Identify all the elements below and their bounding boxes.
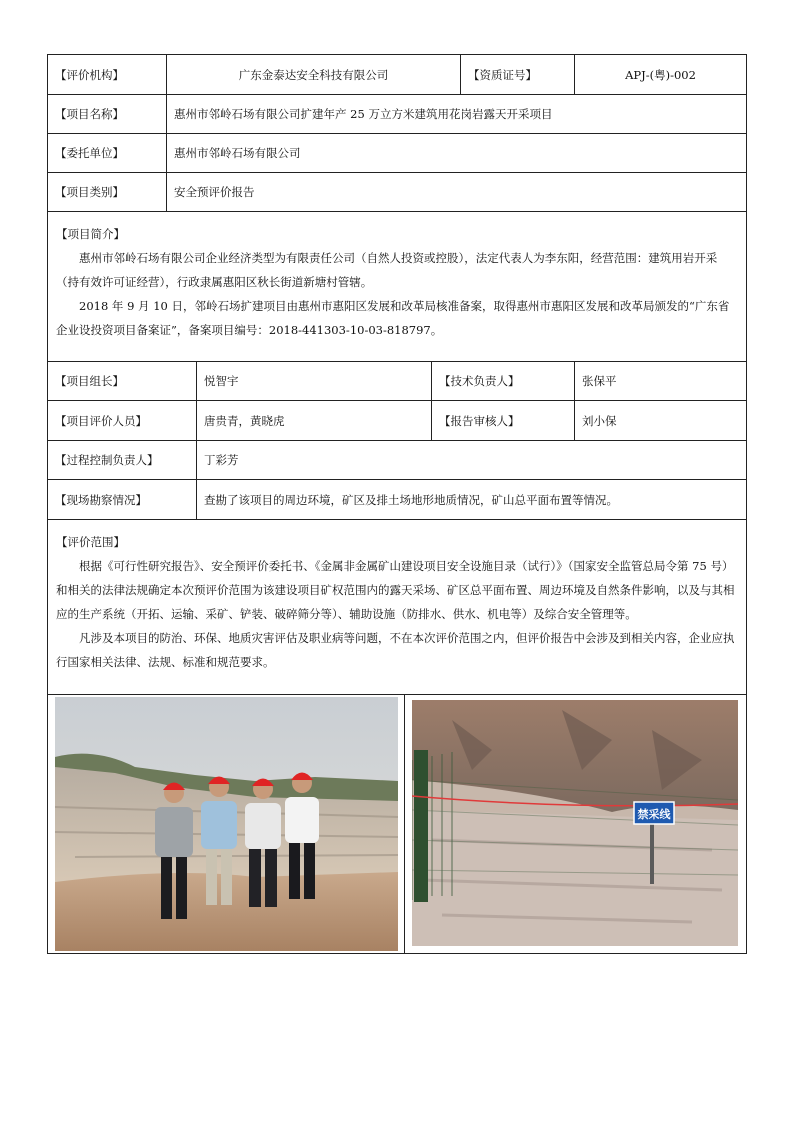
leader-label: 【项目组长】 [48, 362, 197, 400]
intro-paragraph-2: 2018 年 9 月 10 日，邻岭石场扩建项目由惠州市惠阳区发展和改革局核准备案，取得惠州市惠阳区发展和改革局颁发的“广东省企业设投资项目备案证”，备案项目编号：2018-441303-10-03-818797。 [56, 299, 730, 337]
reviewer-value: 刘小保 [582, 413, 617, 428]
boundary-sign-photo [412, 700, 738, 946]
row-leader [48, 362, 746, 401]
site-team-photo [55, 697, 398, 951]
row-project-name [48, 95, 746, 134]
row-process [48, 441, 746, 480]
row-type [48, 173, 746, 212]
evaluators-value: 唐贵青，黄晓虎 [197, 401, 432, 440]
row-photos [48, 695, 746, 953]
tech-value: 张保平 [582, 374, 617, 388]
row-evaluators [48, 401, 746, 441]
row-org [48, 55, 746, 95]
survey-value: 查勘了该项目的周边环境，矿区及排土场地形地质情况，矿山总平面布置等情况。 [204, 492, 618, 507]
reviewer-label: 【报告审核人】 [432, 401, 575, 440]
type-label: 【项目类别】 [48, 173, 167, 211]
row-survey [48, 480, 746, 520]
process-label: 【过程控制负责人】 [48, 441, 197, 479]
intro-paragraph-1: 惠州市邻岭石场有限公司企业经济类型为有限责任公司（自然人投资或控股），法定代表人为李东阳，经营范围：建筑用岩开采（持有效许可证经营），行政隶属惠阳区秋长街道新塘村管辖。 [56, 251, 718, 289]
evaluators-label: 【项目评价人员】 [48, 401, 197, 440]
cert-label: 【资质证号】 [461, 55, 575, 94]
scope-paragraph-2: 凡涉及本项目的防治、环保、地质灾害评估及职业病等问题，不在本次评价范围之内，但评价报告中会涉及到相关内容，企业应执行国家相关法律、法规、标准和规范要求。 [56, 631, 735, 669]
intro-title: 【项目简介】 [56, 227, 125, 241]
process-value: 丁彩芳 [204, 453, 239, 467]
scope-section [48, 520, 746, 694]
tech-label: 【技术负责人】 [432, 362, 575, 400]
project-name-value: 惠州市邻岭石场有限公司扩建年产 25 万立方米建筑用花岗岩露天开采项目 [174, 107, 553, 121]
row-intro [48, 212, 746, 362]
leader-value: 悦智宇 [197, 362, 432, 400]
row-client [48, 134, 746, 173]
org-label: 【评价机构】 [48, 55, 167, 94]
row-scope [48, 520, 746, 695]
cert-value: APJ-(粤)-002 [625, 67, 696, 82]
fence-post [414, 750, 428, 902]
intro-section [48, 212, 746, 361]
project-name-label: 【项目名称】 [48, 95, 167, 133]
client-value: 惠州市邻岭石场有限公司 [174, 146, 301, 160]
boundary-sign-text: 禁采线 [637, 808, 671, 821]
survey-label: 【现场勘察情况】 [48, 480, 197, 519]
client-label: 【委托单位】 [48, 134, 167, 172]
site-team-photo-cell [48, 695, 405, 953]
type-value: 安全预评价报告 [174, 185, 255, 199]
scope-title: 【评价范围】 [56, 535, 125, 549]
boundary-sign-photo-cell [405, 695, 746, 953]
org-value: 广东金泰达安全科技有限公司 [167, 55, 461, 94]
report-sheet [47, 54, 747, 954]
scope-paragraph-1: 根据《可行性研究报告》、安全预评价委托书、《金属非金属矿山建设项目安全设施目录（试行）》（国家安全监管总局令第 75 号）和相关的法律法规确定本次预评价范围为该建设项目矿权范围内的露天采场、矿区总平面布置、周边环境及自然条件影响，以及与其相应的生产系统（开拓、运输、采矿、铲装、破碎筛分等）、辅助设施（防排水、供水、机电等）及综合安全管理等。 [56, 559, 735, 621]
